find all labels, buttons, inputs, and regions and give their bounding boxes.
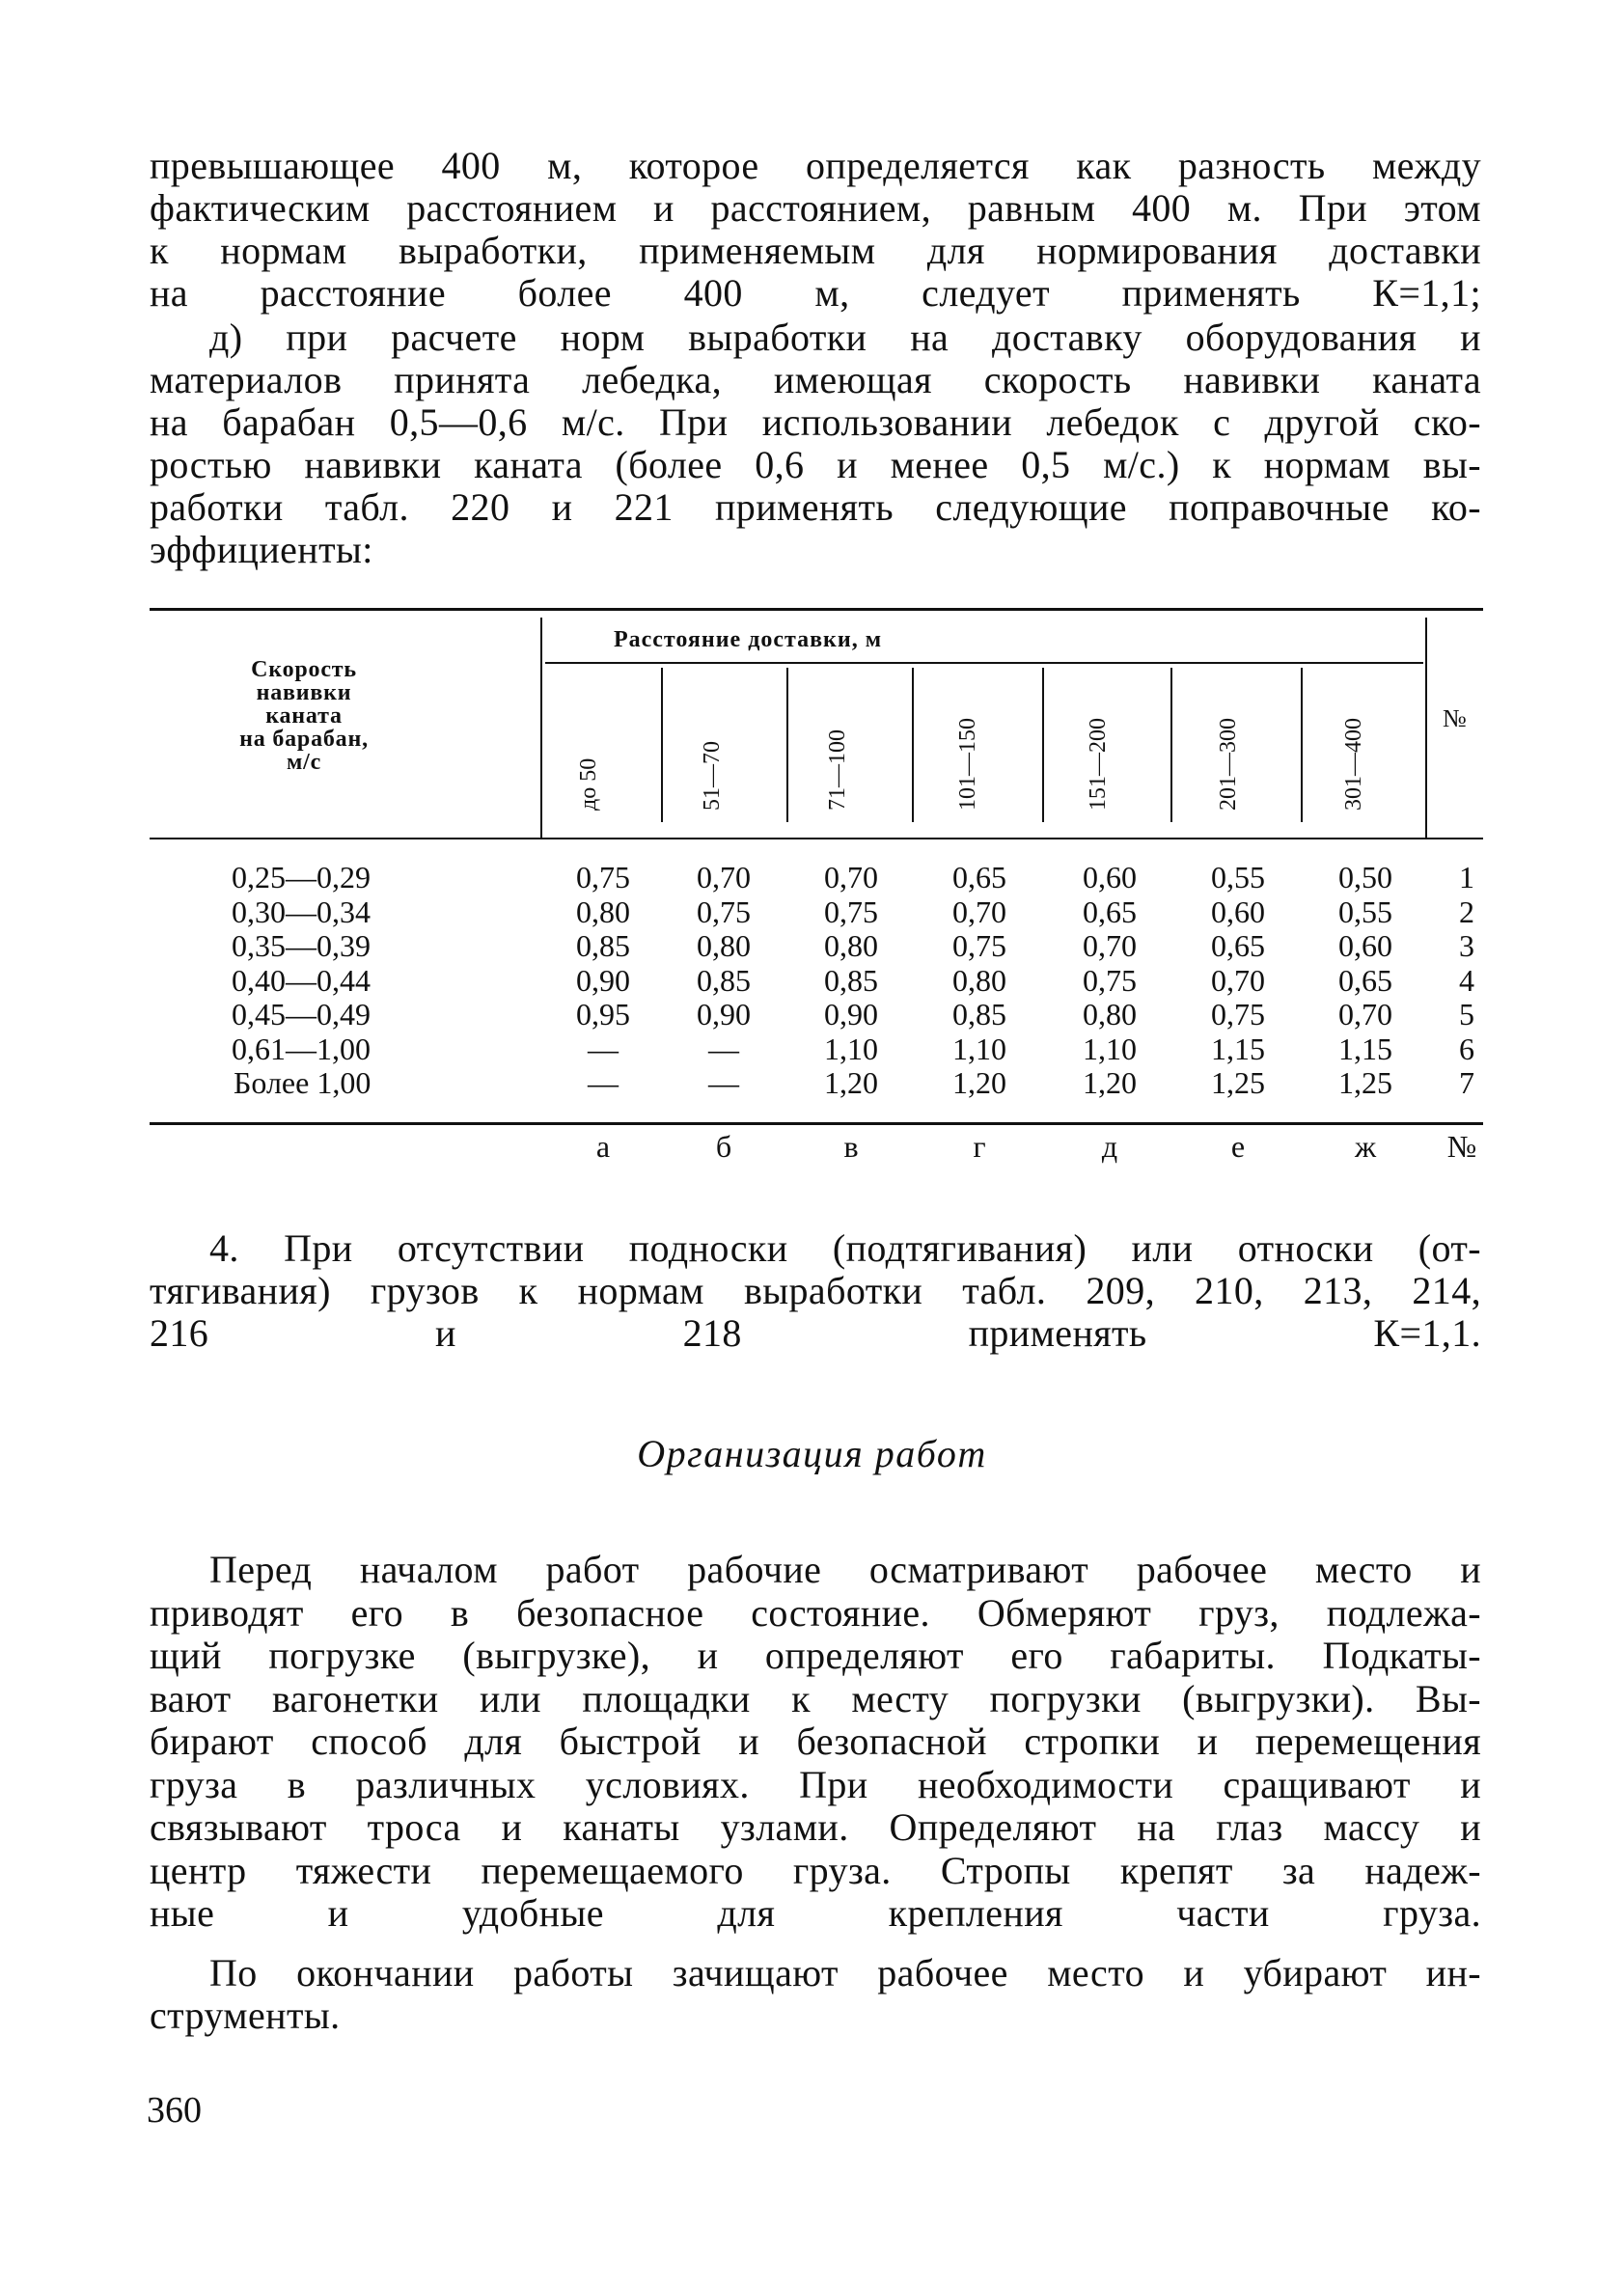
text-line: вают вагонетки или площадки к месту погрузки (выгрузки). Вы- [150,1676,1481,1720]
speed-column-header [207,658,400,774]
organization-paragraph [150,1549,1481,1936]
text-line: 216 и 218 применять К=1,1. [150,1311,1481,1355]
text-line: к нормам выработки, применяемым для нормирования доставки [150,229,1481,272]
table-cell: 0,70 [1083,928,1137,963]
column-header-6: 301—400 [1341,718,1366,811]
header-bottom-rule [150,838,1483,839]
text-line: связывают троса и канаты узлами. Определяют на глаз массу и [150,1805,1481,1849]
table-cell: 1,10 [952,1031,1006,1066]
table-vline [1042,668,1044,822]
table-cell: 0,55 [1211,860,1265,894]
table-cell: 0,30—0,34 [232,894,371,929]
table-cell: 0,75 [952,928,1006,963]
table-cell: 0,61—1,00 [232,1031,371,1066]
speed-column [232,861,415,1101]
table-cell: 7 [1459,1065,1474,1100]
table-cell: 0,60 [1083,860,1137,894]
table-cell: — [588,1065,619,1100]
table-vline [912,668,914,822]
table-cell: 1,15 [1211,1031,1265,1066]
text-line: щий погрузке (выгрузке), и определяют его габариты. Подкаты- [150,1634,1481,1677]
text-line: на расстояние более 400 м, следует применять К=1,1; [150,271,1481,315]
column-header-4: 151—200 [1086,718,1111,811]
table-cell: — [708,1065,739,1100]
table-vline [1301,668,1303,822]
table-cell: 0,75 [576,860,630,894]
table-cell: Более 1,00 [234,1065,372,1100]
table-cell: 0,75 [697,894,751,929]
closing-paragraph [150,1952,1481,2037]
text-line: работки табл. 220 и 221 применять следующие поправочные ко- [150,485,1481,529]
section-heading: Организация работ [637,1432,987,1475]
text-line: бирают способ для быстрой и безопасной стропки и перемещения [150,1719,1481,1763]
table-vline [786,668,788,822]
text-line: центр тяжести перемещаемого груза. Стропы крепят за надеж- [150,1848,1481,1892]
table-cell: 0,70 [1211,962,1265,998]
table-cell: 1,10 [1083,1031,1137,1066]
header-line: м/с [286,750,322,775]
column-header-0: до 50 [576,757,601,811]
table-cell: 0,85 [824,962,878,998]
text-line: ные и удобные для крепления части груза. [150,1891,1481,1935]
table-cell: 0,75 [1211,997,1265,1031]
table-cell: 0,70 [697,860,751,894]
header-line: навивки [256,680,352,705]
coefficient-table [150,608,1483,1163]
text-line: струменты. [150,1994,341,2037]
table-cell: 0,95 [576,997,630,1031]
text-line: эффициенты: [150,528,373,571]
table-cell: 0,60 [1211,894,1265,929]
value-column-1 [671,861,777,1101]
text-line: приводят его в безопасное состояние. Обмеряют груз, подлежа- [150,1590,1481,1635]
table-cell: 0,55 [1338,894,1392,929]
table-top-rule [150,608,1483,611]
column-header-3: 101—150 [955,718,980,811]
intro-paragraph [150,145,1481,315]
body-bottom-rule [150,1122,1483,1125]
table-cell: 4 [1459,962,1474,998]
header-line: на барабан, [239,727,369,752]
table-cell: 0,85 [697,962,751,998]
table-cell: 1,10 [824,1031,878,1066]
item-d-paragraph-cont [150,359,1481,571]
table-cell: 0,90 [697,997,751,1031]
table-cell: 2 [1459,894,1474,929]
group-underline [545,662,1423,664]
table-vline [661,668,663,822]
table-cell: 0,65 [1338,962,1392,998]
clause-4-paragraph [150,1227,1481,1355]
header-line: каната [265,703,343,729]
table-cell: 0,75 [824,894,878,929]
text-line: материалов принята лебедка, имеющая скорость навивки каната [150,358,1481,401]
table-cell: 5 [1459,997,1474,1031]
table-cell: 1,25 [1211,1065,1265,1100]
table-cell: 0,50 [1338,860,1392,894]
table-cell: 6 [1459,1031,1474,1066]
number-column-header: № [1443,704,1467,732]
table-cell: 0,80 [824,928,878,963]
column-header-5: 201—300 [1216,718,1241,811]
table-cell: 0,25—0,29 [232,860,371,894]
table-cell: 1,20 [952,1065,1006,1100]
table-cell: — [708,1031,739,1066]
table-cell: 3 [1459,928,1474,963]
table-cell: 1,20 [824,1065,878,1100]
table-cell: 0,70 [824,860,878,894]
text-line: груза в различных условиях. При необходимости сращивают и [150,1762,1481,1806]
table-cell: 0,80 [1083,997,1137,1031]
footer-letter: а [595,1129,611,1164]
table-cell: 0,45—0,49 [232,997,371,1031]
row-number-column [1452,861,1481,1101]
value-column-4 [1057,861,1163,1101]
table-cell: 0,70 [952,894,1006,929]
footer-letter: б [715,1129,732,1164]
footer-number: № [1446,1129,1477,1164]
table-cell: 0,75 [1083,962,1137,998]
table-cell: 0,85 [952,997,1006,1031]
page-number: 360 [147,2090,202,2131]
table-vline [1425,618,1427,839]
value-column-6 [1312,861,1418,1101]
table-cell: 0,40—0,44 [232,962,371,998]
table-cell: 1,15 [1338,1031,1392,1066]
text-line: тягивания) грузов к нормам выработки табл. 209, 210, 213, 214, [150,1269,1481,1312]
value-column-5 [1185,861,1291,1101]
item-d-paragraph [150,316,1481,359]
table-cell: 0,85 [576,928,630,963]
table-cell: 0,65 [1211,928,1265,963]
text-line: Перед началом работ рабочие осматривают рабочее место и [209,1548,1481,1591]
distance-group-header: Расстояние доставки, м [613,627,883,652]
table-cell: 0,70 [1338,997,1392,1031]
table-cell: 0,65 [952,860,1006,894]
table-cell: 1 [1459,860,1474,894]
footer-letter: е [1230,1129,1246,1164]
text-line: По окончании работы зачищают рабочее место и убирают ин- [209,1951,1481,1994]
footer-letter: г [973,1129,986,1164]
text-line: превышающее 400 м, которое определяется как разность между [150,144,1481,187]
text-line: 4. При отсутствии подноски (подтягивания) или относки (от- [209,1226,1481,1270]
table-cell: 0,80 [576,894,630,929]
text-line: ростью навивки каната (более 0,6 и менее 0,5 м/с.) к нормам вы- [150,443,1481,486]
text-line: на барабан 0,5—0,6 м/с. При использовании лебедок с другой ско- [150,400,1481,444]
table-cell: 1,25 [1338,1065,1392,1100]
table-cell: 0,80 [697,928,751,963]
text-line: фактическим расстоянием и расстоянием, равным 400 м. При этом [150,186,1481,230]
table-cell: 0,80 [952,962,1006,998]
value-column-3 [926,861,1032,1101]
footer-letter: в [843,1129,859,1164]
text-line: д) при расчете норм выработки на доставку оборудования и [209,316,1481,359]
table-cell: 0,60 [1338,928,1392,963]
footer-letter: д [1101,1129,1118,1164]
table-cell: — [588,1031,619,1066]
footer-letter: ж [1354,1129,1377,1164]
header-line: Скорость [251,657,357,682]
value-column-0 [550,861,656,1101]
table-cell: 0,65 [1083,894,1137,929]
value-column-2 [798,861,904,1101]
column-header-1: 51—70 [700,741,725,811]
table-cell: 0,90 [824,997,878,1031]
table-cell: 0,35—0,39 [232,928,371,963]
table-vline [1170,668,1172,822]
table-cell: 1,20 [1083,1065,1137,1100]
table-cell: 0,90 [576,962,630,998]
column-header-2: 71—100 [825,729,850,811]
